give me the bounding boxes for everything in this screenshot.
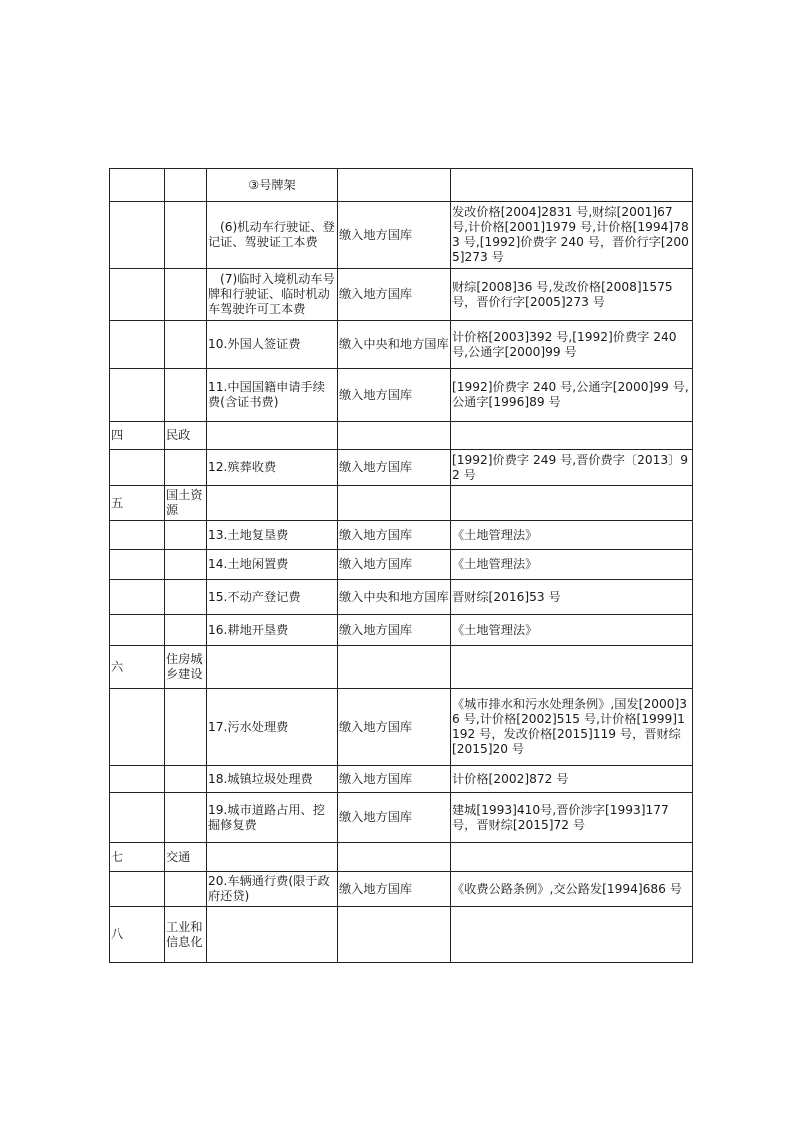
department-cell bbox=[165, 269, 207, 321]
category-number-cell bbox=[110, 550, 165, 580]
category-number-cell bbox=[110, 689, 165, 766]
table-row bbox=[110, 486, 693, 521]
legal-basis-cell bbox=[451, 486, 693, 521]
table-row bbox=[110, 521, 693, 550]
fee-item-cell: 18.城镇垃圾处理费 bbox=[207, 766, 338, 793]
treasury-cell: 缴入地方国库 bbox=[338, 766, 451, 793]
legal-basis-cell bbox=[451, 843, 693, 872]
department-cell bbox=[165, 793, 207, 843]
department-cell bbox=[165, 450, 207, 486]
fee-item-cell: 11.中国国籍申请手续费(含证书费) bbox=[207, 369, 338, 422]
treasury-cell: 缴入地方国库 bbox=[338, 793, 451, 843]
legal-basis-cell: 计价格[2003]392 号,[1992]价费字 240 号,公通字[2000]99 号 bbox=[451, 321, 693, 369]
table-row bbox=[110, 793, 693, 843]
legal-basis-cell: 财综[2008]36 号,发改价格[2008]1575 号，晋价行字[2005]273 号 bbox=[451, 269, 693, 321]
fee-item-cell bbox=[207, 486, 338, 521]
treasury-cell: 缴入地方国库 bbox=[338, 689, 451, 766]
fee-item-cell: 16.耕地开垦费 bbox=[207, 615, 338, 646]
fee-item-cell: 13.土地复垦费 bbox=[207, 521, 338, 550]
fee-item-cell bbox=[207, 907, 338, 963]
department-cell bbox=[165, 369, 207, 422]
department-cell bbox=[165, 689, 207, 766]
department-cell: 工业和信息化 bbox=[165, 907, 207, 963]
table-row bbox=[110, 169, 693, 202]
treasury-cell: 缴入地方国库 bbox=[338, 369, 451, 422]
treasury-cell: 缴入地方国库 bbox=[338, 550, 451, 580]
legal-basis-cell bbox=[451, 422, 693, 450]
treasury-cell: 缴入地方国库 bbox=[338, 615, 451, 646]
treasury-cell: 缴入中央和地方国库 bbox=[338, 580, 451, 615]
department-cell bbox=[165, 521, 207, 550]
legal-basis-cell: [1992]价费字 240 号,公通字[2000]99 号,公通字[1996]89 号 bbox=[451, 369, 693, 422]
category-number-cell bbox=[110, 450, 165, 486]
treasury-cell bbox=[338, 646, 451, 689]
category-number-cell bbox=[110, 793, 165, 843]
table-row bbox=[110, 580, 693, 615]
department-cell bbox=[165, 202, 207, 269]
treasury-cell: 缴入地方国库 bbox=[338, 202, 451, 269]
fee-item-cell: 17.污水处理费 bbox=[207, 689, 338, 766]
table-row bbox=[110, 766, 693, 793]
fee-item-cell bbox=[207, 646, 338, 689]
legal-basis-cell bbox=[451, 169, 693, 202]
legal-basis-cell bbox=[451, 646, 693, 689]
category-number-cell: 四 bbox=[110, 422, 165, 450]
category-number-cell bbox=[110, 615, 165, 646]
fee-item-cell: 19.城市道路占用、挖掘修复费 bbox=[207, 793, 338, 843]
fee-item-cell: (7)临时入境机动车号牌和行驶证、临时机动车驾驶许可工本费 bbox=[207, 269, 338, 321]
department-cell: 国土资源 bbox=[165, 486, 207, 521]
fee-item-cell: 15.不动产登记费 bbox=[207, 580, 338, 615]
table-row bbox=[110, 646, 693, 689]
legal-basis-cell: 发改价格[2004]2831 号,财综[2001]67 号,计价格[2001]1979 号,计价格[1994]783 号,[1992]价费字 240 号，晋价行字[2005]273 号 bbox=[451, 202, 693, 269]
treasury-cell bbox=[338, 169, 451, 202]
table-row bbox=[110, 369, 693, 422]
fee-item-cell: 10.外国人签证费 bbox=[207, 321, 338, 369]
fee-item-cell bbox=[207, 422, 338, 450]
legal-basis-cell: 晋财综[2016]53 号 bbox=[451, 580, 693, 615]
legal-basis-cell: 《收费公路条例》,交公路发[1994]686 号 bbox=[451, 872, 693, 907]
legal-basis-cell: 计价格[2002]872 号 bbox=[451, 766, 693, 793]
table-row bbox=[110, 202, 693, 269]
category-number-cell bbox=[110, 202, 165, 269]
category-number-cell: 七 bbox=[110, 843, 165, 872]
department-cell bbox=[165, 580, 207, 615]
legal-basis-cell bbox=[451, 907, 693, 963]
category-number-cell bbox=[110, 321, 165, 369]
table-row bbox=[110, 615, 693, 646]
department-cell: 住房城乡建设 bbox=[165, 646, 207, 689]
table-row bbox=[110, 550, 693, 580]
category-number-cell: 六 bbox=[110, 646, 165, 689]
table-row bbox=[110, 450, 693, 486]
table-row bbox=[110, 422, 693, 450]
fee-item-cell: 12.殡葬收费 bbox=[207, 450, 338, 486]
table-row bbox=[110, 843, 693, 872]
legal-basis-cell: 建城[1993]410号,晋价涉字[1993]177号，晋财综[2015]72 号 bbox=[451, 793, 693, 843]
department-cell: 交通 bbox=[165, 843, 207, 872]
category-number-cell bbox=[110, 766, 165, 793]
table-row bbox=[110, 689, 693, 766]
department-cell bbox=[165, 169, 207, 202]
legal-basis-cell: 《土地管理法》 bbox=[451, 521, 693, 550]
fee-item-cell: ③号牌架 bbox=[207, 169, 338, 202]
category-number-cell: 五 bbox=[110, 486, 165, 521]
table-row bbox=[110, 321, 693, 369]
department-cell bbox=[165, 550, 207, 580]
legal-basis-cell: 《土地管理法》 bbox=[451, 615, 693, 646]
fee-item-cell: (6)机动车行驶证、登记证、驾驶证工本费 bbox=[207, 202, 338, 269]
department-cell bbox=[165, 766, 207, 793]
category-number-cell bbox=[110, 269, 165, 321]
treasury-cell bbox=[338, 486, 451, 521]
department-cell bbox=[165, 872, 207, 907]
category-number-cell bbox=[110, 369, 165, 422]
treasury-cell bbox=[338, 907, 451, 963]
table-row bbox=[110, 907, 693, 963]
category-number-cell: 八 bbox=[110, 907, 165, 963]
department-cell bbox=[165, 321, 207, 369]
treasury-cell bbox=[338, 843, 451, 872]
legal-basis-cell: 《城市排水和污水处理条例》,国发[2000]36 号,计价格[2002]515 号,计价格[1999]1192 号，发改价格[2015]119 号，晋财综[2015]20 号 bbox=[451, 689, 693, 766]
category-number-cell bbox=[110, 580, 165, 615]
table-row bbox=[110, 269, 693, 321]
treasury-cell: 缴入地方国库 bbox=[338, 872, 451, 907]
treasury-cell: 缴入地方国库 bbox=[338, 521, 451, 550]
department-cell bbox=[165, 615, 207, 646]
fee-table bbox=[109, 168, 693, 963]
category-number-cell bbox=[110, 872, 165, 907]
treasury-cell: 缴入中央和地方国库 bbox=[338, 321, 451, 369]
legal-basis-cell: [1992]价费字 249 号,晋价费字〔2013〕92 号 bbox=[451, 450, 693, 486]
category-number-cell bbox=[110, 521, 165, 550]
treasury-cell: 缴入地方国库 bbox=[338, 450, 451, 486]
department-cell: 民政 bbox=[165, 422, 207, 450]
fee-item-cell: 20.车辆通行费(限于政府还贷) bbox=[207, 872, 338, 907]
category-number-cell bbox=[110, 169, 165, 202]
treasury-cell bbox=[338, 422, 451, 450]
table-row bbox=[110, 872, 693, 907]
legal-basis-cell: 《土地管理法》 bbox=[451, 550, 693, 580]
fee-item-cell: 14.土地闲置费 bbox=[207, 550, 338, 580]
treasury-cell: 缴入地方国库 bbox=[338, 269, 451, 321]
fee-item-cell bbox=[207, 843, 338, 872]
